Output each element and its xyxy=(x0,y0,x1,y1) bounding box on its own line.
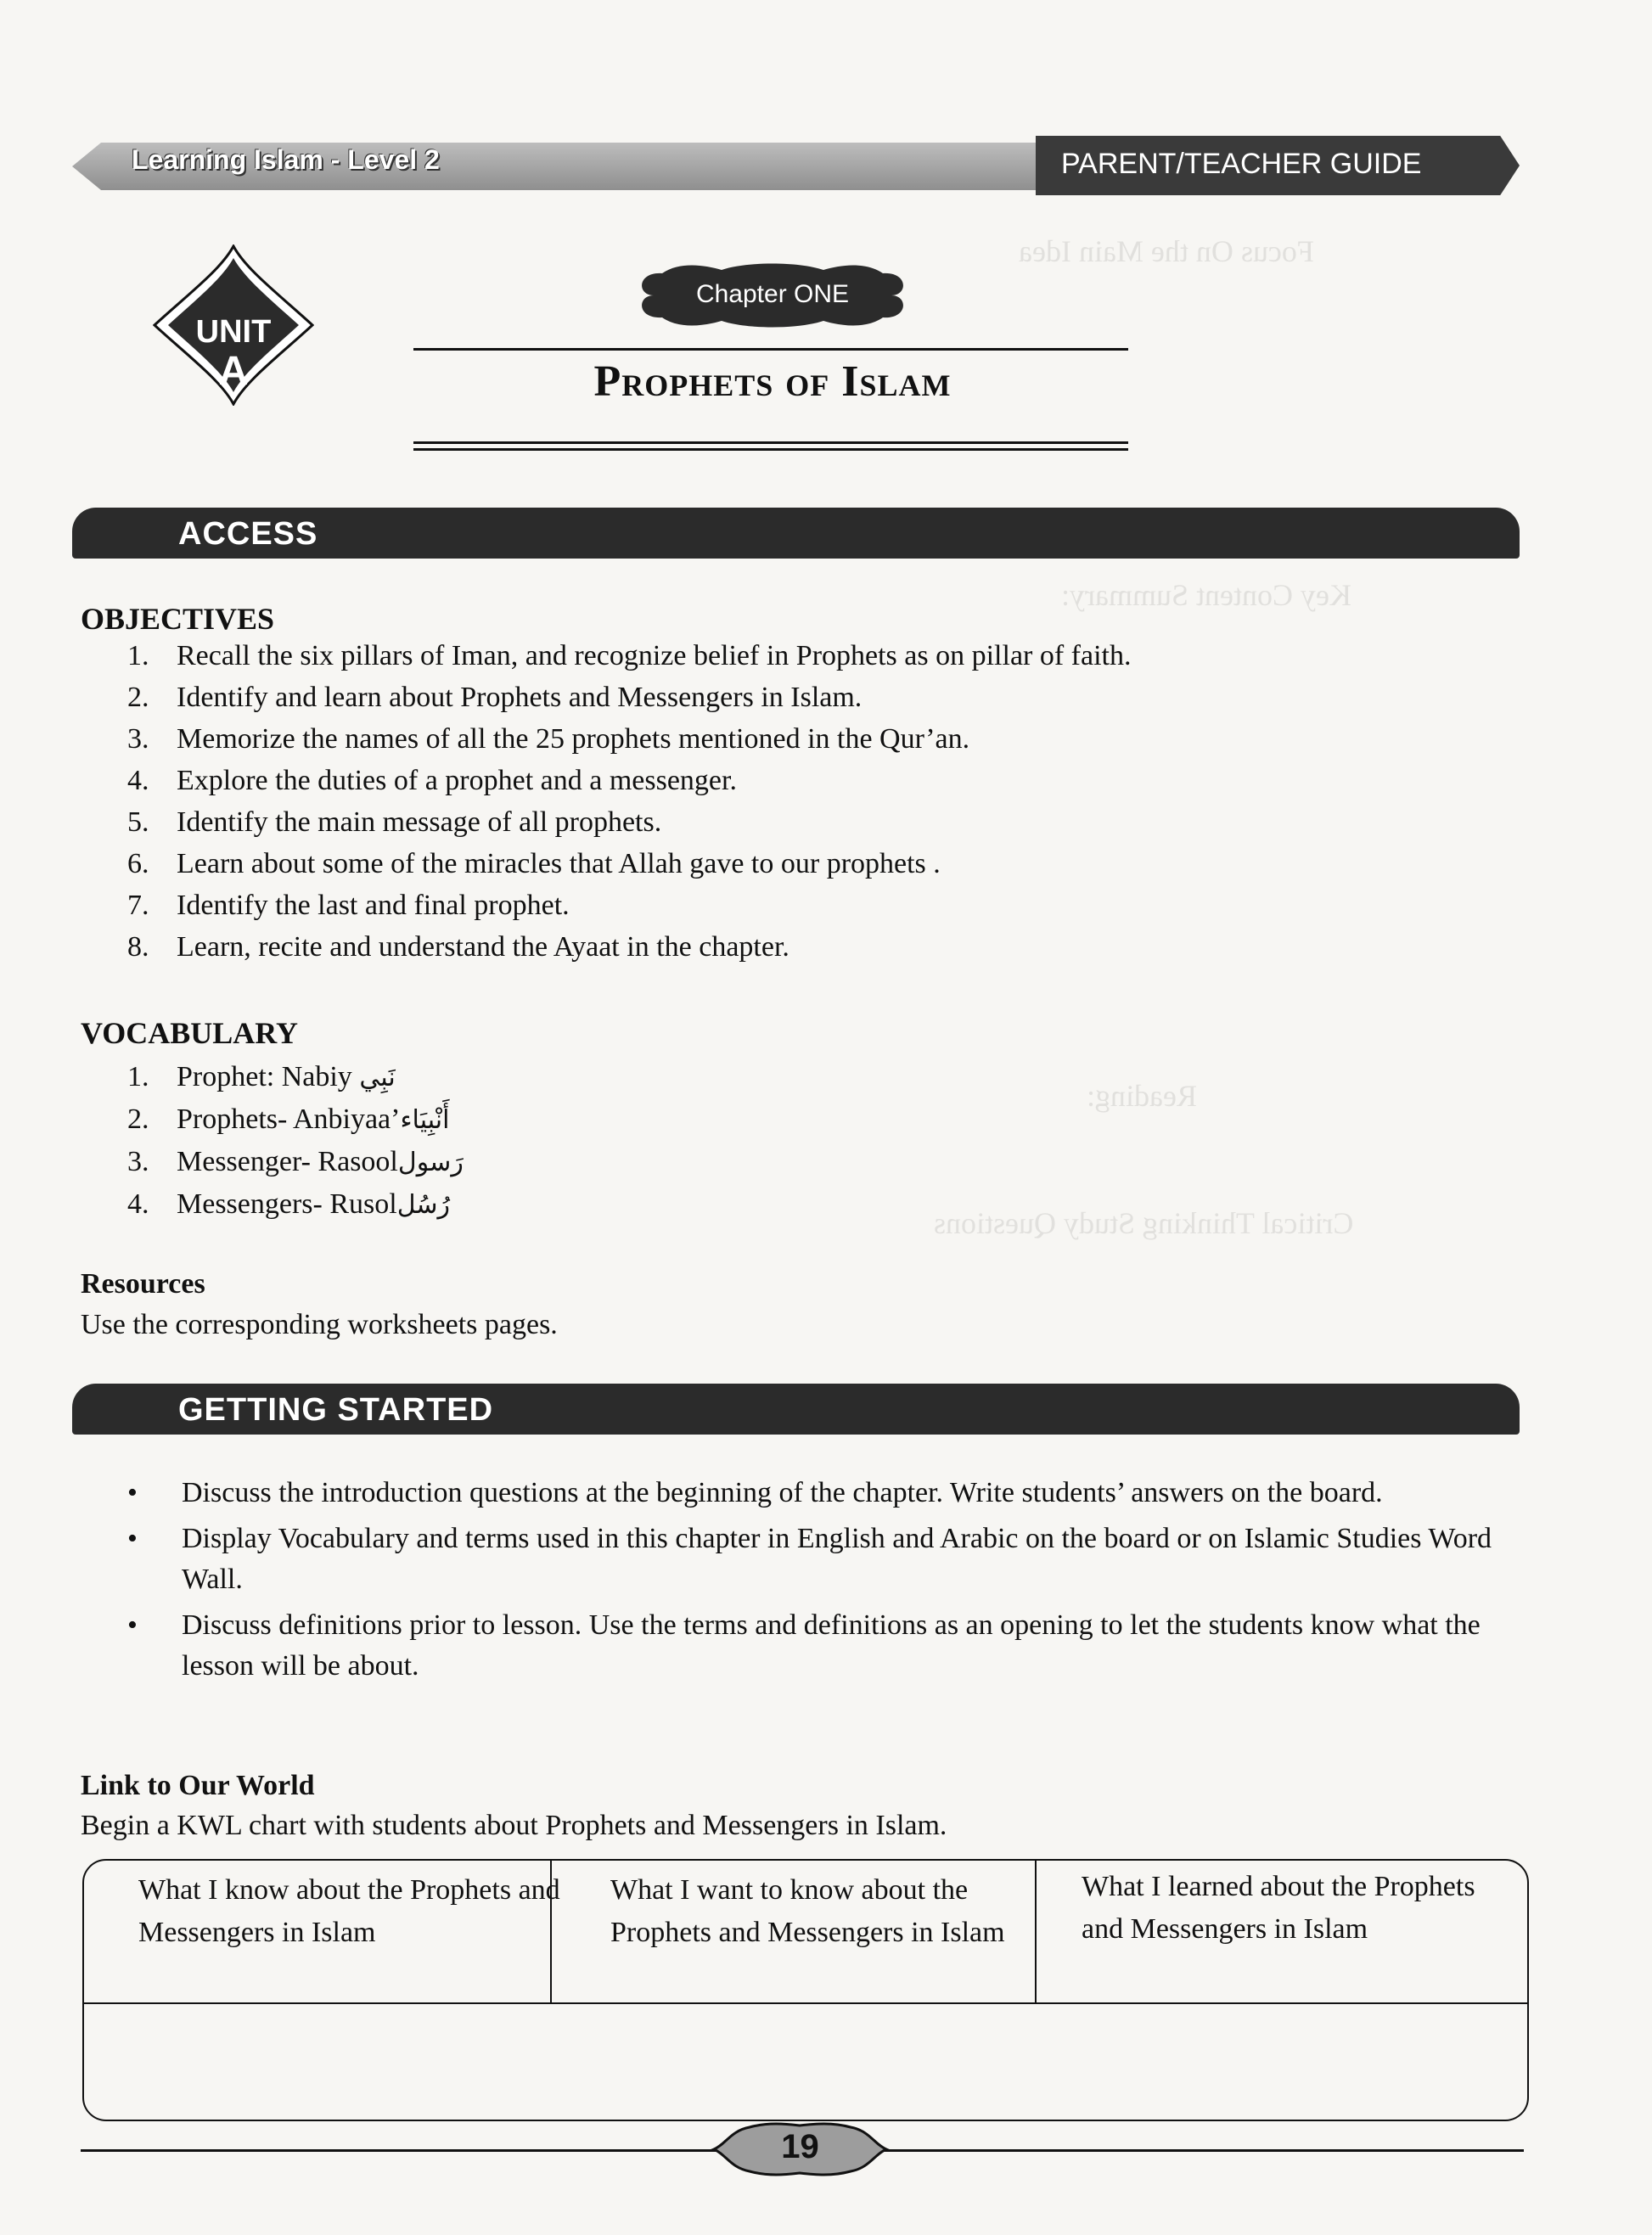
list-item: 7. Identify the last and final prophet. xyxy=(127,890,570,921)
kwl-divider xyxy=(1035,1861,1037,2002)
list-item: • Discuss definitions prior to lesson. Use the terms and definitions as an opening to let the students know what the lesson will be about. xyxy=(127,1605,1503,1687)
arabic-term: رَسول xyxy=(397,1148,464,1177)
list-item: 3. Memorize the names of all the 25 prophets mentioned in the Qur’an. xyxy=(127,723,970,755)
unit-letter: A xyxy=(218,349,249,394)
list-item: 1. Prophet: Nabiy نَبِي xyxy=(127,1061,396,1092)
getting-started-list xyxy=(127,1473,1503,1692)
kwl-chart xyxy=(82,1859,1529,2121)
vocabulary-list xyxy=(127,1056,464,1226)
list-item: 2. Identify and learn about Prophets and Messengers in Islam. xyxy=(127,682,863,713)
series-title: Learning Islam - Level 2 xyxy=(132,144,440,175)
bleed-through-text: Reading: xyxy=(1087,1079,1197,1113)
header-banner xyxy=(72,136,1515,195)
getting-started-section-title: GETTING STARTED xyxy=(178,1392,494,1428)
list-item: 4. Explore the duties of a prophet and a messenger. xyxy=(127,765,737,796)
getting-started-section-bar xyxy=(72,1384,1520,1435)
kwl-want-header: What I want to know about the Prophets and Messengers in Islam xyxy=(610,1874,1005,1948)
guide-label: PARENT/TEACHER GUIDE xyxy=(1061,148,1422,180)
title-rule-bottom xyxy=(413,441,1128,444)
chapter-label: Chapter ONE xyxy=(695,280,850,308)
kwl-learned-header: What I learned about the Prophets and Messengers in Islam xyxy=(1082,1871,1475,1945)
list-item: 1. Recall the six pillars of Iman, and recognize belief in Prophets as on pillar of faith. xyxy=(127,640,1132,671)
kwl-row-divider xyxy=(84,2002,1527,2004)
link-heading: Link to Our World xyxy=(81,1770,315,1801)
kwl-know-header: What I know about the Prophets and Messengers in Islam xyxy=(138,1874,560,1948)
bleed-through-text: Focus On the Main Idea xyxy=(1019,234,1314,268)
unit-label: UNIT xyxy=(195,314,272,350)
objectives-heading: OBJECTIVES xyxy=(81,602,275,636)
list-item: 6. Learn about some of the miracles that Allah gave to our prophets . xyxy=(127,848,941,879)
bleed-through-text: Key Content Summary: xyxy=(1061,578,1351,612)
list-item: 4. Messengers- Rusolرُسُل xyxy=(127,1188,451,1220)
resources-heading: Resources xyxy=(81,1268,205,1300)
access-section-bar xyxy=(72,508,1520,559)
chapter-badge xyxy=(628,261,917,329)
title-rule-top xyxy=(413,348,1128,351)
list-item: • Discuss the introduction questions at the beginning of the chapter. Write students’ answers on the board. xyxy=(127,1473,1503,1513)
chapter-title: Prophets of Islam xyxy=(593,357,952,406)
arabic-term: رُسُل xyxy=(396,1190,451,1220)
objectives-list xyxy=(127,635,1132,968)
resources-text: Use the corresponding worksheets pages. xyxy=(81,1309,558,1340)
list-item: 2. Prophets- Anbiyaa’أَنْبِيَاء xyxy=(127,1103,450,1135)
list-item: • Display Vocabulary and terms used in this chapter in English and Arabic on the board or on Islamic Studies Word Wall. xyxy=(127,1519,1503,1600)
arabic-term: نَبِي xyxy=(359,1063,396,1092)
unit-badge xyxy=(153,244,314,406)
bleed-through-text: Critical Thinking Study Questions xyxy=(934,1206,1354,1240)
vocabulary-heading: VOCABULARY xyxy=(81,1016,299,1050)
list-item: 3. Messenger- Rasoolرَسول xyxy=(127,1146,464,1177)
access-section-title: ACCESS xyxy=(178,516,318,552)
title-rule-bottom-2 xyxy=(413,448,1128,451)
kwl-divider xyxy=(550,1861,552,2002)
list-item: 5. Identify the main message of all prophets. xyxy=(127,806,662,838)
link-text: Begin a KWL chart with students about Prophets and Messengers in Islam. xyxy=(81,1810,947,1841)
page-number: 19 xyxy=(781,2128,819,2165)
list-item: 8. Learn, recite and understand the Ayaat in the chapter. xyxy=(127,931,789,963)
arabic-term: أَنْبِيَاء xyxy=(400,1105,450,1135)
